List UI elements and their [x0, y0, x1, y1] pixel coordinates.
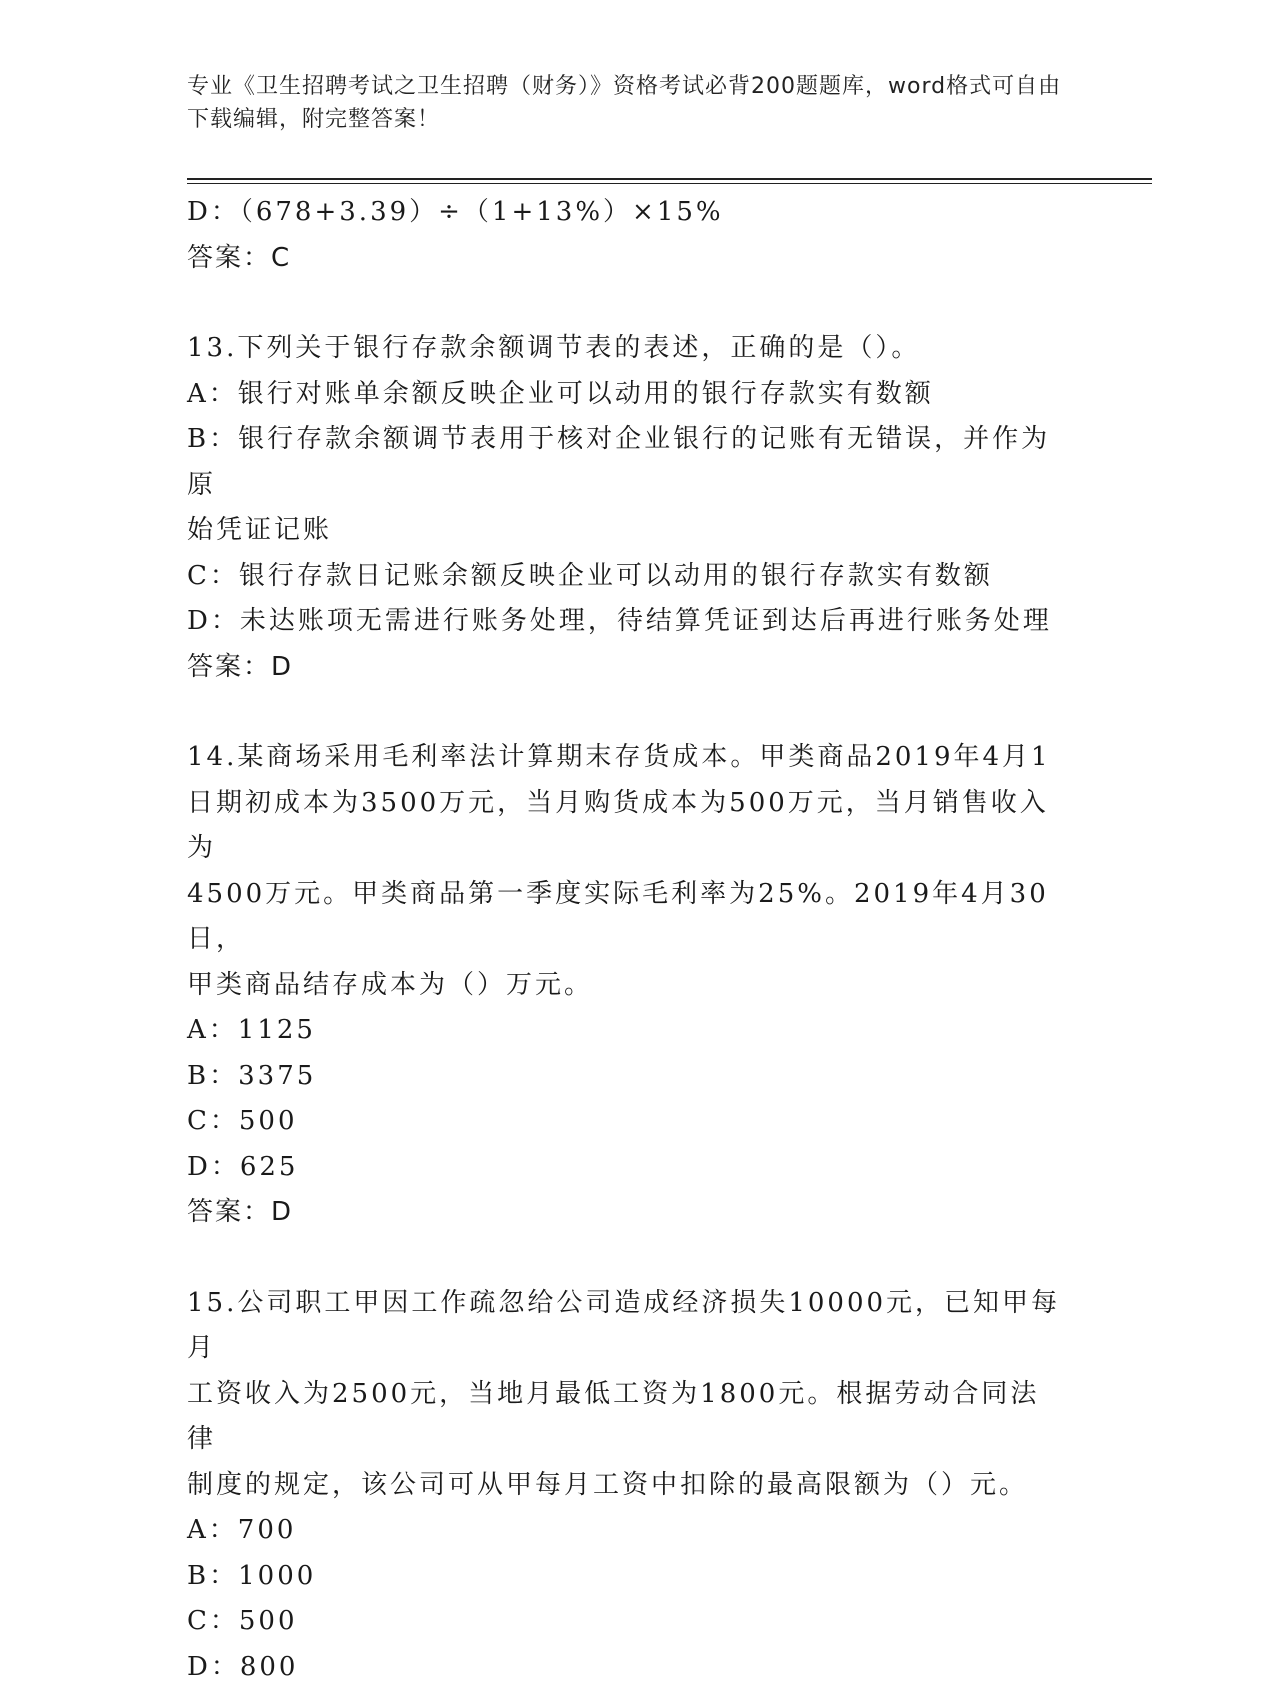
question-14-stem-line3: 4500万元。甲类商品第一季度实际毛利率为25%。2019年4月30日， [187, 872, 1067, 963]
question-13-option-b-line1: B：银行存款余额调节表用于核对企业银行的记账有无错误，并作为原 [187, 417, 1067, 508]
prev-option-d: D：（678+3.39）÷（1+13%）×15% [187, 190, 1067, 236]
question-14-option-c: C：500 [187, 1099, 1067, 1145]
spacer [187, 690, 1067, 735]
question-14-stem-line4: 甲类商品结存成本为（）万元。 [187, 963, 1067, 1009]
header-rule-thick [187, 178, 1152, 180]
question-14-stem-line1: 14.某商场采用毛利率法计算期末存货成本。甲类商品2019年4月1 [187, 735, 1067, 781]
question-15 [187, 1281, 1067, 1690]
question-15-option-c: C：500 [187, 1599, 1067, 1645]
question-13-stem: 13.下列关于银行存款余额调节表的表述，正确的是（）。 [187, 326, 1067, 372]
spacer [187, 281, 1067, 326]
question-14 [187, 735, 1067, 1236]
question-14-option-b: B：3375 [187, 1054, 1067, 1100]
question-15-stem-line3: 制度的规定，该公司可从甲每月工资中扣除的最高限额为（）元。 [187, 1463, 1067, 1509]
question-15-option-b: B：1000 [187, 1554, 1067, 1600]
question-13 [187, 326, 1067, 690]
question-13-option-b-line2: 始凭证记账 [187, 508, 1067, 554]
question-15-stem-line2: 工资收入为2500元，当地月最低工资为1800元。根据劳动合同法律 [187, 1372, 1067, 1463]
question-14-answer: 答案：D [187, 1190, 1067, 1236]
header-rule-thin [187, 183, 1152, 184]
question-13-option-d: D：未达账项无需进行账务处理，待结算凭证到达后再进行账务处理 [187, 599, 1067, 645]
question-13-option-a: A：银行对账单余额反映企业可以动用的银行存款实有数额 [187, 372, 1067, 418]
spacer [187, 1236, 1067, 1281]
question-13-option-c: C：银行存款日记账余额反映企业可以动用的银行存款实有数额 [187, 554, 1067, 600]
question-15-option-d: D：800 [187, 1645, 1067, 1690]
question-14-stem-line2: 日期初成本为3500万元，当月购货成本为500万元，当月销售收入为 [187, 781, 1067, 872]
document-header: 专业《卫生招聘考试之卫生招聘（财务）》资格考试必背200题题库，word格式可自由下载编辑，附完整答案！ [187, 70, 1067, 136]
question-15-stem-line1: 15.公司职工甲因工作疏忽给公司造成经济损失10000元，已知甲每月 [187, 1281, 1067, 1372]
question-13-answer: 答案：D [187, 645, 1067, 691]
question-14-option-a: A：1125 [187, 1008, 1067, 1054]
prev-answer: 答案：C [187, 236, 1067, 282]
question-15-option-a: A：700 [187, 1508, 1067, 1554]
question-content [187, 190, 1067, 1690]
question-14-option-d: D：625 [187, 1145, 1067, 1191]
